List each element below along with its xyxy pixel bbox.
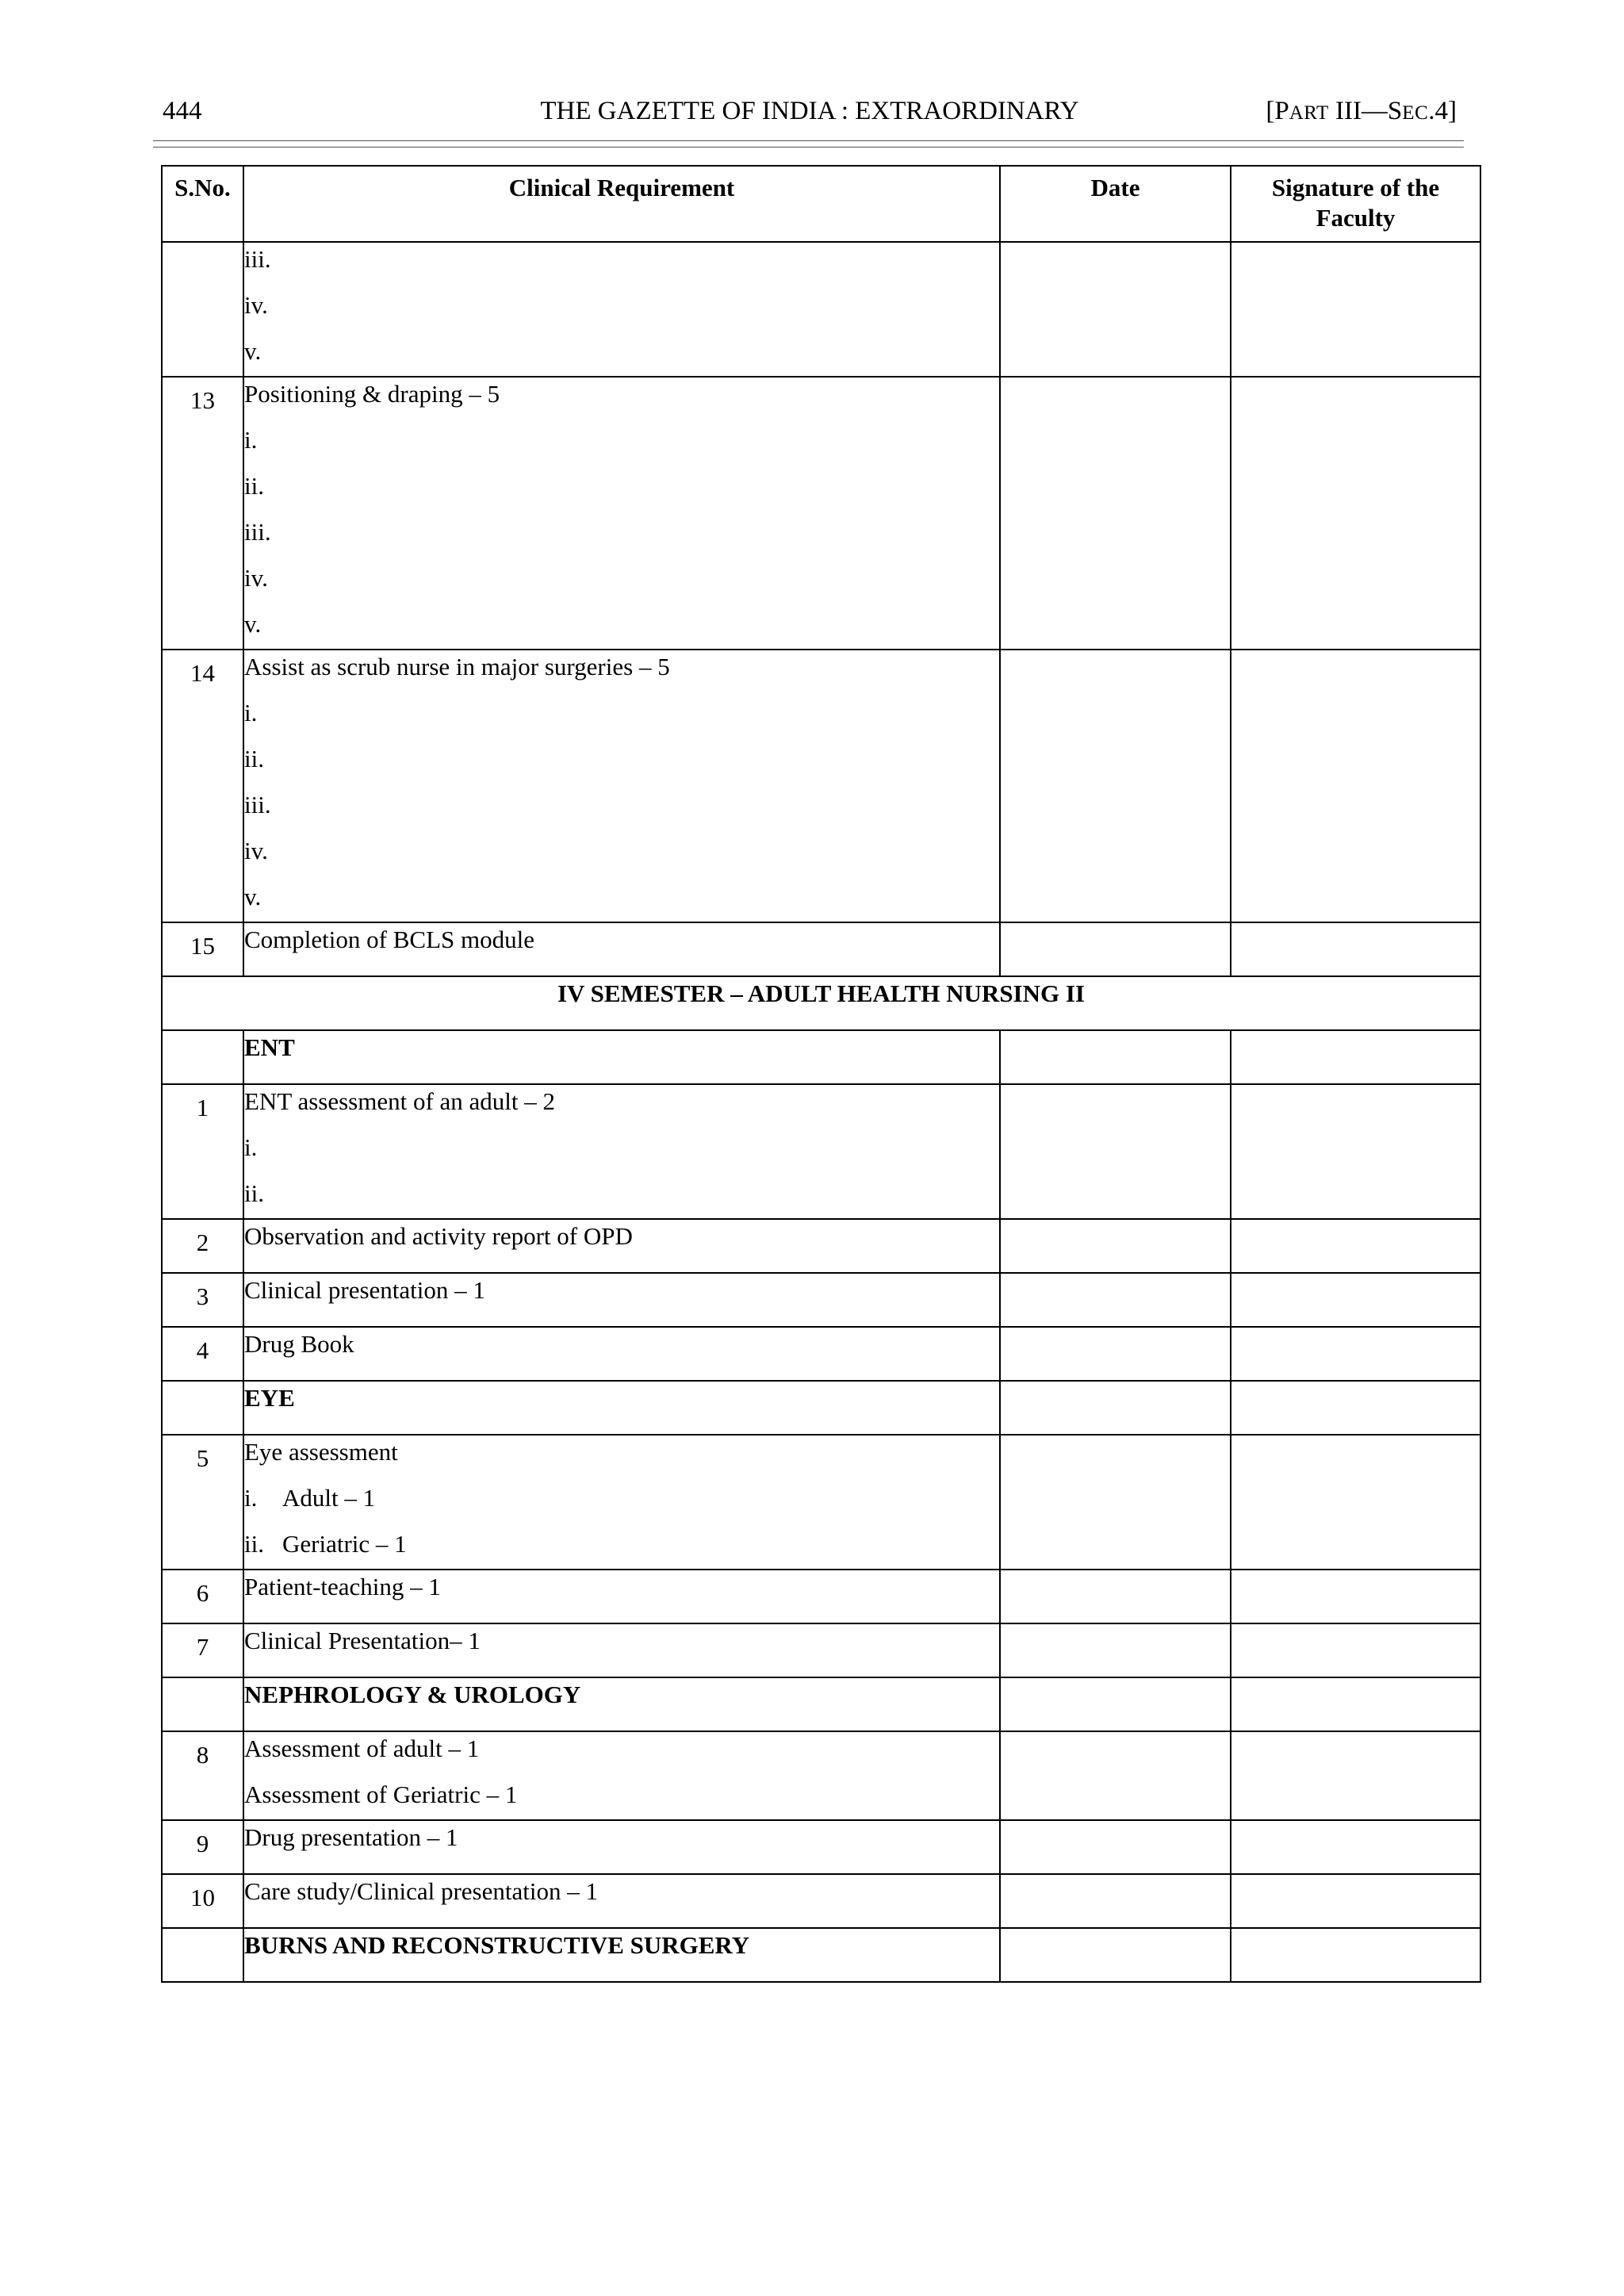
serial-number-cell: 3	[162, 1273, 243, 1327]
requirement-subline: iv.	[244, 564, 268, 592]
requirement-cell	[243, 1570, 1000, 1623]
subsection-heading: ENT	[244, 1033, 295, 1061]
requirement-subline: iii.	[244, 518, 271, 546]
serial-number-cell: 1	[162, 1084, 243, 1219]
requirement-text: iii.	[244, 245, 271, 273]
header-rule-bottom	[153, 147, 1464, 148]
requirement-cell	[243, 922, 1000, 976]
section-small-caps: EC	[1402, 102, 1429, 124]
requirement-text: Assessment of adult – 1	[244, 1734, 480, 1762]
signature-cell	[1231, 1570, 1480, 1623]
requirement-subline: v.	[244, 337, 262, 365]
table-row	[162, 377, 1480, 650]
requirement-cell	[243, 1219, 1000, 1273]
signature-cell	[1231, 922, 1480, 976]
requirement-text: ENT assessment of an adult – 2	[244, 1087, 556, 1115]
requirement-cell	[243, 1623, 1000, 1677]
requirement-text: Assist as scrub nurse in major surgeries – 5	[244, 653, 670, 680]
table-row	[162, 1874, 1480, 1928]
requirement-subline: i.	[244, 426, 258, 454]
date-cell	[1000, 1273, 1231, 1327]
table-row	[162, 1570, 1480, 1623]
column-header-sno: S.No.	[162, 166, 243, 242]
requirement-subline: ii.	[244, 745, 264, 772]
requirement-subline: iii.	[244, 791, 271, 818]
requirement-text: Care study/Clinical presentation – 1	[244, 1877, 598, 1905]
part-open: [P	[1266, 97, 1289, 125]
signature-cell	[1231, 1874, 1480, 1928]
table-row	[162, 650, 1480, 922]
serial-number-cell: 10	[162, 1874, 243, 1928]
requirement-text: Clinical Presentation– 1	[244, 1627, 481, 1654]
signature-cell	[1231, 1731, 1480, 1820]
requirement-cell	[243, 1928, 1000, 1982]
requirement-cell	[243, 1731, 1000, 1820]
signature-cell	[1231, 650, 1480, 922]
date-cell	[1000, 1874, 1231, 1928]
date-cell	[1000, 1030, 1231, 1084]
requirement-text: Positioning & draping – 5	[244, 380, 500, 408]
serial-number-cell	[162, 1030, 243, 1084]
requirement-subline: i.	[244, 699, 258, 726]
list-item-numeral: i.	[244, 1484, 258, 1512]
date-cell	[1000, 377, 1231, 650]
requirement-cell	[243, 377, 1000, 650]
signature-cell	[1231, 377, 1480, 650]
serial-number-cell: 6	[162, 1570, 243, 1623]
subsection-heading: NEPHROLOGY & UROLOGY	[244, 1681, 581, 1708]
column-header-date: Date	[1000, 166, 1231, 242]
signature-cell	[1231, 1435, 1480, 1570]
requirement-cell	[243, 1381, 1000, 1435]
date-cell	[1000, 1435, 1231, 1570]
list-item-text: Adult – 1	[282, 1484, 376, 1512]
serial-number-cell: 9	[162, 1820, 243, 1874]
serial-number-cell: 5	[162, 1435, 243, 1570]
requirement-list-item	[244, 1481, 999, 1527]
date-cell	[1000, 1219, 1231, 1273]
table-row	[162, 1030, 1480, 1084]
signature-cell	[1231, 1030, 1480, 1084]
part-number: III—S	[1328, 97, 1403, 125]
date-cell	[1000, 1928, 1231, 1982]
requirement-text: Eye assessment	[244, 1438, 398, 1466]
table-row	[162, 976, 1480, 1030]
table-row	[162, 1327, 1480, 1381]
requirement-text: Drug presentation – 1	[244, 1823, 458, 1851]
serial-number-cell: 7	[162, 1623, 243, 1677]
table-row	[162, 1623, 1480, 1677]
date-cell	[1000, 1820, 1231, 1874]
requirement-cell	[243, 1084, 1000, 1219]
table-row	[162, 922, 1480, 976]
requirement-cell	[243, 1435, 1000, 1570]
requirement-subline: i.	[244, 1133, 258, 1161]
list-item-numeral: ii.	[244, 1530, 264, 1558]
date-cell	[1000, 1381, 1231, 1435]
requirement-subline: ii.	[244, 472, 264, 500]
date-cell	[1000, 1677, 1231, 1731]
requirement-text: Observation and activity report of OPD	[244, 1222, 633, 1250]
semester-heading: IV SEMESTER – ADULT HEALTH NURSING II	[162, 976, 1480, 1030]
signature-cell	[1231, 1677, 1480, 1731]
table-row	[162, 1928, 1480, 1982]
part-section-label	[1266, 97, 1457, 126]
table-row	[162, 1820, 1480, 1874]
requirement-cell	[243, 1820, 1000, 1874]
serial-number-cell: 2	[162, 1219, 243, 1273]
serial-number-cell	[162, 1381, 243, 1435]
requirement-subline: v.	[244, 610, 262, 638]
date-cell	[1000, 1327, 1231, 1381]
serial-number-cell: 8	[162, 1731, 243, 1820]
signature-cell	[1231, 1219, 1480, 1273]
signature-cell	[1231, 1820, 1480, 1874]
serial-number-cell: 4	[162, 1327, 243, 1381]
table-row	[162, 1435, 1480, 1570]
list-item-text: Geriatric – 1	[282, 1530, 407, 1558]
date-cell	[1000, 650, 1231, 922]
requirement-text: Clinical presentation – 1	[244, 1276, 485, 1304]
page-header	[163, 97, 1457, 136]
signature-cell	[1231, 1623, 1480, 1677]
table-row	[162, 242, 1480, 377]
date-cell	[1000, 1731, 1231, 1820]
requirement-text: Completion of BCLS module	[244, 926, 534, 953]
date-cell	[1000, 1084, 1231, 1219]
column-header-signature: Signature of the Faculty	[1231, 166, 1480, 242]
requirement-text: Drug Book	[244, 1330, 354, 1358]
subsection-heading: EYE	[244, 1384, 295, 1412]
requirement-cell	[243, 242, 1000, 377]
signature-cell	[1231, 1928, 1480, 1982]
table-row	[162, 1273, 1480, 1327]
section-close: .4]	[1428, 97, 1457, 125]
gazette-title: THE GAZETTE OF INDIA : EXTRAORDINARY	[540, 97, 1079, 125]
date-cell	[1000, 1623, 1231, 1677]
requirement-cell	[243, 1677, 1000, 1731]
requirement-cell	[243, 1874, 1000, 1928]
signature-cell	[1231, 1381, 1480, 1435]
signature-cell	[1231, 1273, 1480, 1327]
table-row	[162, 1677, 1480, 1731]
requirement-cell	[243, 1327, 1000, 1381]
signature-cell	[1231, 1084, 1480, 1219]
requirement-cell	[243, 650, 1000, 922]
signature-cell	[1231, 242, 1480, 377]
serial-number-cell: 14	[162, 650, 243, 922]
requirement-list-item	[244, 1527, 999, 1569]
serial-number-cell	[162, 1677, 243, 1731]
table-row	[162, 1381, 1480, 1435]
subsection-heading: BURNS AND RECONSTRUCTIVE SURGERY	[244, 1931, 750, 1959]
page-number: 444	[163, 97, 202, 125]
requirement-subline: v.	[244, 883, 262, 910]
table-header-row	[162, 166, 1480, 242]
date-cell	[1000, 922, 1231, 976]
date-cell	[1000, 242, 1231, 377]
requirement-subline: iv.	[244, 837, 268, 864]
table-row	[162, 1219, 1480, 1273]
serial-number-cell	[162, 1928, 243, 1982]
requirement-cell	[243, 1030, 1000, 1084]
part-small-caps: ART	[1289, 102, 1329, 124]
requirement-subline: ii.	[244, 1179, 264, 1207]
header-rule-top	[153, 140, 1464, 141]
table-row	[162, 1084, 1480, 1219]
requirement-cell	[243, 1273, 1000, 1327]
serial-number-cell	[162, 242, 243, 377]
signature-cell	[1231, 1327, 1480, 1381]
table-body	[162, 242, 1480, 1982]
requirement-text: Patient-teaching – 1	[244, 1573, 441, 1600]
clinical-requirements-table	[161, 165, 1481, 1983]
serial-number-cell: 15	[162, 922, 243, 976]
requirement-subline: iv.	[244, 291, 268, 319]
table-row	[162, 1731, 1480, 1820]
date-cell	[1000, 1570, 1231, 1623]
column-header-requirement: Clinical Requirement	[243, 166, 1000, 242]
serial-number-cell: 13	[162, 377, 243, 650]
requirement-subline: Assessment of Geriatric – 1	[244, 1780, 518, 1808]
